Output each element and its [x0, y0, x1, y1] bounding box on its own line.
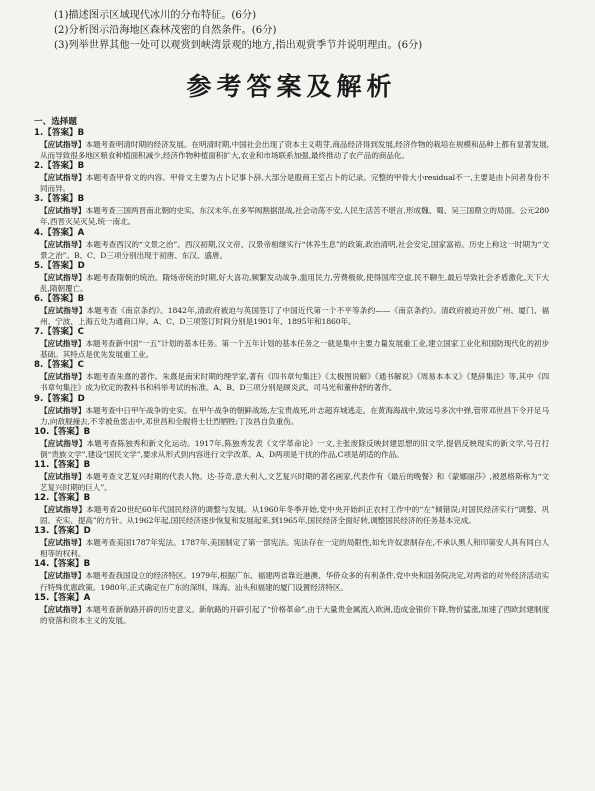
answer-key: 【答案】B	[43, 293, 85, 304]
answer-key: 【答案】D	[49, 526, 91, 537]
guide-tag: 【应试指导】	[40, 571, 86, 581]
question-2: (2)分析图示沿海地区森林茂密的自然条件。(6分)	[54, 25, 277, 36]
guide-text	[40, 139, 549, 161]
question-list	[54, 8, 549, 53]
guide-tag: 【应试指导】	[40, 339, 86, 349]
guide-body: 本题考查朱熹的著作。朱熹是南宋时期的理学家,著有《四书章句集注》《太极图说解》《通书解说》《周易本本义》《楚辞集注》等,其中《四书章句集注》成为钦定的教科书和科举考试的标准。A、B、D三项分别是顾炎武、司马光和董仲舒的著作。	[40, 372, 549, 393]
item-number: 12.	[34, 493, 50, 504]
item-number: 4.	[34, 227, 44, 238]
answer-key: 【答案】A	[43, 227, 85, 238]
guide-tag: 【应试指导】	[40, 538, 86, 548]
item-number: 7.	[34, 327, 44, 338]
item-number: 10.	[34, 426, 50, 437]
guide-body: 本题考查美国1787年宪法。1787年,美国制定了第一部宪法。宪法存在一定的局限性,如允许奴隶制存在,不承认黑人和印第安人具有同白人相等的权利。	[40, 538, 549, 559]
guide-text	[40, 471, 549, 493]
answer-key: 【答案】B	[49, 559, 91, 570]
item-number: 3.	[34, 194, 44, 205]
answer-line	[34, 161, 549, 172]
guide-body: 本题考查中日甲午战争的史实。在甲午战争的朝鲜战场,左宝贵战死,叶志超弃城逃走。在黄海海战中,致远号多次中弹,管带邓世昌下令开足马力,向敌舰撞去,不幸被鱼雷击中,邓世昌和全舰将士壮烈牺牲;丁汝昌自负重伤。	[40, 405, 549, 426]
answer-line	[34, 327, 549, 338]
item-number: 9.	[34, 393, 44, 404]
answer-item	[34, 593, 549, 626]
guide-tag: 【应试指导】	[40, 604, 86, 614]
item-number: 6.	[34, 293, 44, 304]
answer-item	[34, 194, 549, 227]
answer-key: 【答案】D	[43, 260, 85, 271]
answer-key: 【答案】B	[49, 459, 91, 470]
guide-body: 本题考查《南京条约》。1842年,清政府被迫与英国签订了中国近代第一个不平等条约——《南京条约》。清政府被迫开放广州、厦门、福州、宁波、上海五处为通商口岸。A、C、D三项签订时间分别是1901年、1895年和1860年。	[40, 305, 549, 327]
answer-item	[34, 294, 549, 327]
item-number: 5.	[34, 260, 44, 271]
guide-tag: 【应试指导】	[40, 140, 86, 149]
guide-body: 本题考查新航路开辟的历史意义。新航路的开辟引起了“价格革命”,由于大量贵金属流入欧洲,造成金银价下降,物价猛涨,加速了西欧封建制度的衰落和资本主义的发展。	[40, 604, 549, 625]
answer-line	[34, 128, 549, 139]
item-number: 11.	[34, 459, 50, 470]
answer-item	[34, 327, 549, 360]
guide-body: 本题考查西汉的“文景之治”。西汉初期,汉文帝、汉景帝相继实行“休养生息”的政策,政治清明,社会安定,国家富裕。历史上称这一时期为“文景之治”。B、C、D三项分别出现于初唐、东汉、盛唐。	[40, 239, 549, 260]
guide-body: 本题考查甲骨文的内容。甲骨文主要为占卜记事卜辞,大部分是殷商王室占卜的记录。完整的甲骨大小residual不一,主要是由卜问者身份不同而异。	[40, 173, 550, 194]
guide-text	[40, 405, 549, 427]
guide-text	[40, 537, 549, 559]
guide-body: 本题考查隋朝的统治。隋炀帝统治时期,好大喜功,频繁发动战争,滥用民力,劳费极欲,使得国库空虚,民不聊生,最后导致社会矛盾激化,天下大乱,隋朝覆亡。	[40, 272, 549, 293]
answer-item	[34, 493, 549, 526]
guide-text	[40, 371, 549, 393]
guide-body: 本题考查文艺复兴时期的代表人物。达·芬奇,意大利人,文艺复兴时期的著名画家,代表作有《最后的晚餐》和《蒙娜丽莎》,被恩格斯称为“文艺复兴时期的巨人”。	[40, 471, 549, 492]
answer-item	[34, 228, 549, 261]
item-number: 1.	[34, 128, 44, 138]
question-3: (3)列举世界其他一处可以观赏到峡湾景观的地方,指出观赏季节并说明理由。(6分)	[54, 40, 423, 51]
guide-tag: 【应试指导】	[40, 173, 86, 183]
answer-key: 【答案】C	[43, 360, 84, 371]
answer-key: 【答案】B	[43, 194, 85, 205]
item-number: 2.	[34, 161, 44, 172]
answer-key: 【答案】A	[49, 592, 91, 603]
guide-tag: 【应试指导】	[40, 372, 86, 382]
guide-body: 本题考查明清时期的经济发展。在明清时期,中国社会出现了资本主义萌芽,商品经济得到发展,经济作物的栽培在规模和品种上都有显著发展,从而导致很多地区粮食种植面积减少,经济作物种植面积扩大,农业和市场联系加强,最终推动了农产品的商品化。	[40, 140, 549, 161]
page-title: 参考答案及解析	[186, 72, 397, 101]
guide-body: 本题考查20世纪60年代国民经济的调整与发展。从1960年冬季开始,党中央开始纠正农村工作中的“左”倾错误;对国民经济实行“调整、巩固、充实、提高”的方针。从1962年起,国民经济逐步恢复和发展起来,到1965年,国民经济全面好转,调整国民经济的任务基本完成。	[40, 505, 549, 526]
answer-key: 【答案】B	[43, 128, 85, 138]
guide-text	[40, 305, 549, 327]
question-1: (1)描述图示区域现代冰川的分布特征。(6分)	[54, 10, 257, 21]
guide-text	[40, 272, 549, 294]
guide-tag: 【应试指导】	[40, 505, 87, 515]
guide-body: 本题考查我国设立的经济特区。1979年,根据广东、福建两省靠近港澳、华侨众多的有利条件,党中央和国务院决定,对两省的对外经济活动实行特殊优惠政策。1980年,正式确定在广东的深圳、珠海、汕头和福建的厦门设置经济特区。	[40, 571, 549, 592]
answer-line	[34, 261, 549, 272]
guide-tag: 【应试指导】	[40, 405, 86, 415]
answer-item	[34, 460, 549, 493]
answer-line	[34, 294, 549, 305]
answer-item	[34, 128, 549, 161]
answer-item	[34, 360, 549, 393]
guide-body: 本题考查新中国“一五”计划的基本任务。第一个五年计划的基本任务之一就是集中主要力量发展重工业,建立国家工业化和国防现代化的初步基础。其特点是优先发展重工业。	[40, 339, 549, 360]
answer-item	[34, 559, 549, 592]
answer-line	[34, 194, 549, 205]
answer-line	[34, 228, 549, 239]
guide-text	[40, 570, 549, 592]
answer-key: 【答案】B	[49, 426, 91, 437]
guide-text	[40, 239, 549, 261]
item-number: 14.	[34, 559, 50, 570]
answer-list	[34, 128, 549, 626]
guide-text	[40, 338, 549, 360]
answer-line	[34, 460, 549, 471]
answer-line	[34, 427, 549, 438]
answer-line	[34, 559, 549, 570]
answer-key: 【答案】C	[43, 327, 84, 338]
answer-item	[34, 261, 549, 294]
guide-text	[40, 172, 549, 194]
item-number: 15.	[34, 592, 50, 603]
item-number: 13.	[34, 526, 50, 537]
answer-key: 【答案】D	[43, 393, 85, 404]
guide-tag: 【应试指导】	[40, 272, 86, 282]
guide-tag: 【应试指导】	[40, 438, 87, 448]
answer-item	[34, 427, 549, 460]
guide-text	[40, 604, 549, 626]
answer-key: 【答案】B	[43, 161, 85, 172]
guide-body: 本题考查陈独秀和新文化运动。1917年,陈独秀发表《文学革命论》一文,主张废除反映封建思想的旧文学,提倡反映现实的新文学,号召打倒“贵族文学”,建设“国民文学”,要求从形式到内容进行文学改革。A、D两项是干扰的作品,C项是胡适的作品。	[40, 438, 549, 459]
guide-tag: 【应试指导】	[40, 305, 87, 315]
answer-key: 【答案】B	[49, 493, 91, 504]
answer-line	[34, 526, 549, 537]
guide-tag: 【应试指导】	[40, 239, 86, 249]
guide-text	[40, 504, 549, 526]
answer-line	[34, 593, 549, 604]
answer-item	[34, 394, 549, 427]
answer-item	[34, 161, 549, 194]
answer-line	[34, 394, 549, 405]
item-number: 8.	[34, 360, 44, 371]
guide-text	[40, 205, 549, 227]
guide-tag: 【应试指导】	[40, 471, 86, 481]
section-title: 一、选择题	[34, 117, 77, 127]
answer-line	[34, 360, 549, 371]
guide-body: 本题考查三国两晋南北朝的史实。东汉末年,在多军阀割据混战,社会动荡不安,人民生活苦不堪言,形成魏、蜀、吴三国鼎立的局面。公元280年,西晋灭吴灭吴,统一南北。	[40, 206, 549, 227]
answer-line	[34, 493, 549, 504]
guide-text	[40, 438, 549, 460]
answer-item	[34, 526, 549, 559]
guide-tag: 【应试指导】	[40, 206, 86, 216]
